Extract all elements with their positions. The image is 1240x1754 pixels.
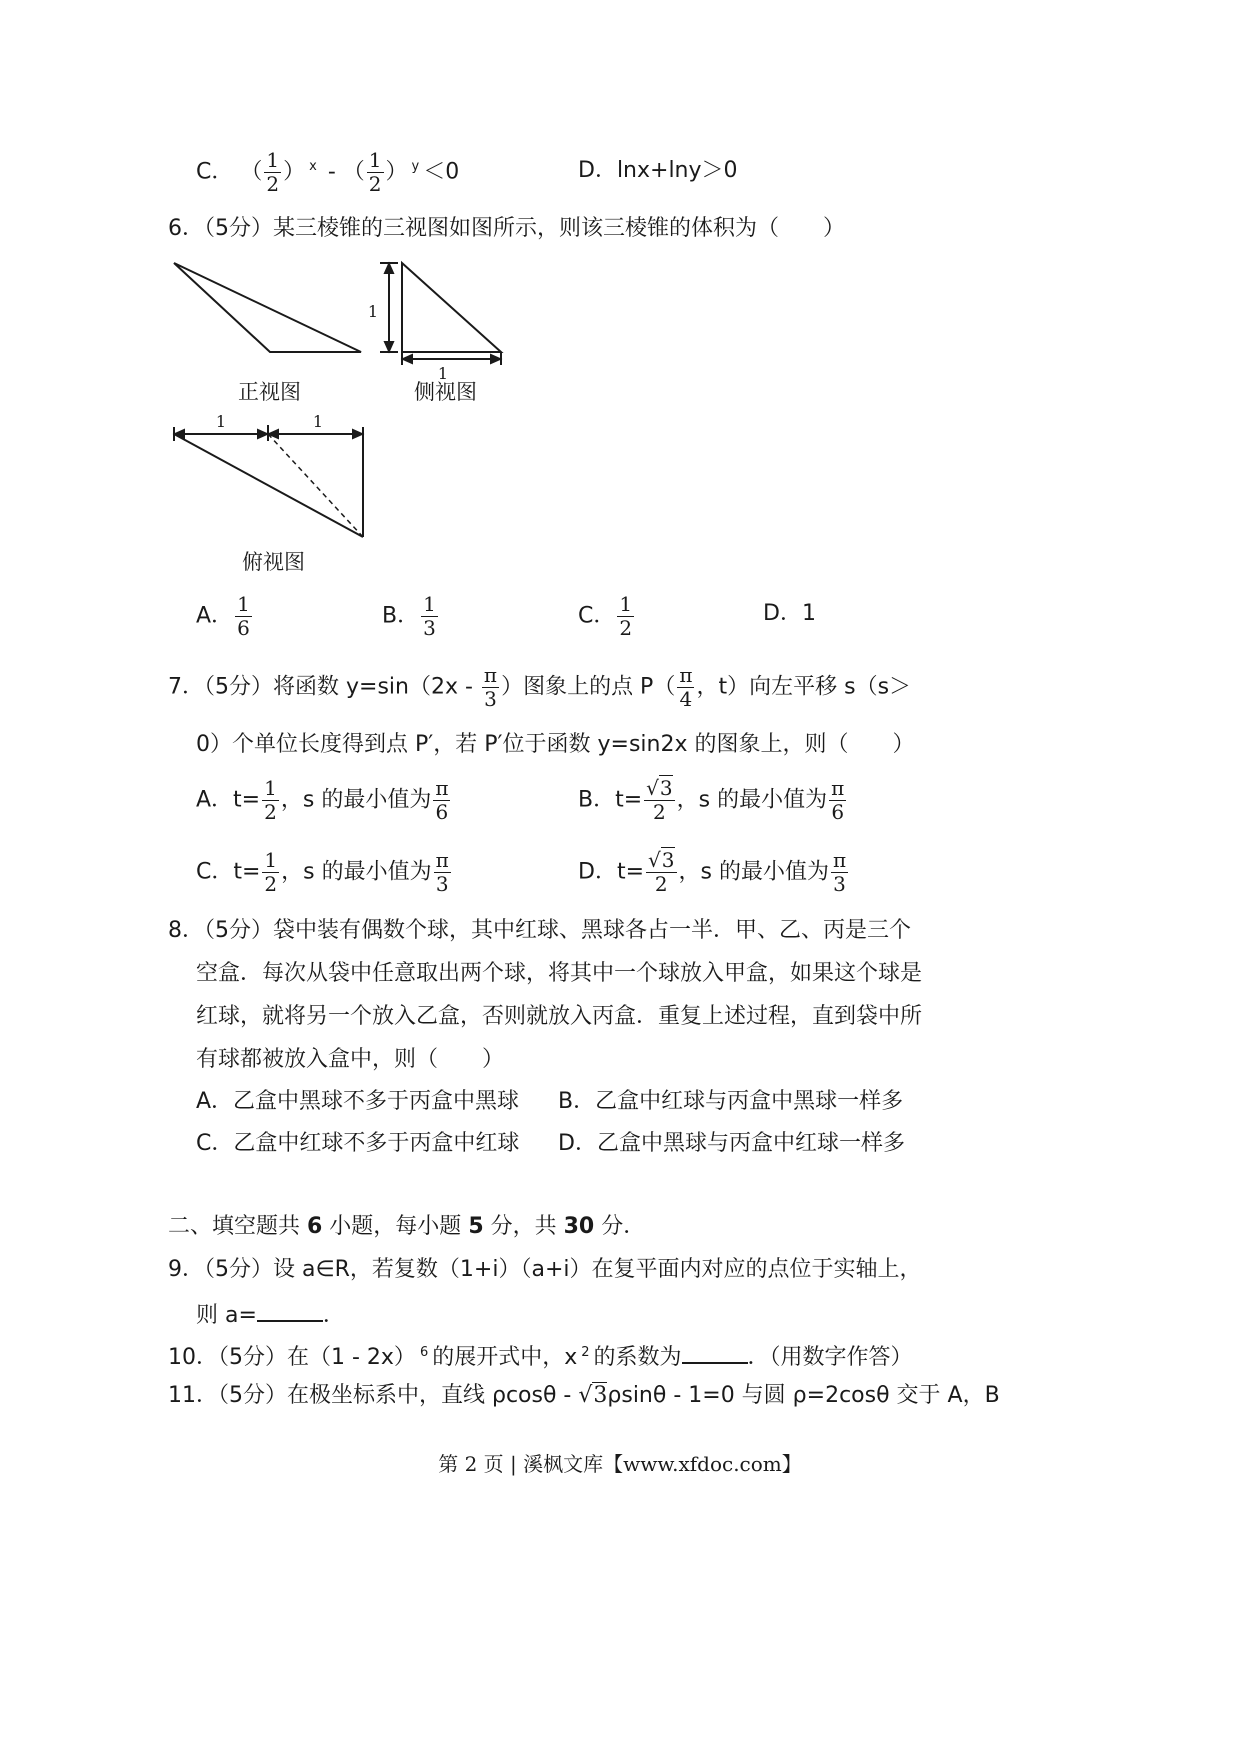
- q6-option-b: B． $\frac{1}{3}$: [382, 592, 436, 640]
- q8-line3: 红球，就将另一个放入乙盒，否则就放入丙盒．重复上述过程，直到袋中所: [196, 1004, 923, 1029]
- side-view-caption: 侧视图: [414, 380, 477, 404]
- top-dim-right: 1: [312, 412, 324, 431]
- answer-blank[interactable]: [682, 1344, 748, 1364]
- q7-line1: 7．（5分）将函数 y=sin（2x - $\frac{\pi}{3}$ ）图象上的点 P（ $\frac{\pi}{4}$ ，t）向左平移 s（s＞: [168, 663, 912, 711]
- answer-blank[interactable]: [257, 1302, 323, 1322]
- q8-option-c: C．乙盒中红球不多于丙盒中红球: [196, 1131, 520, 1156]
- q8-option-a: A．乙盒中黑球不多于丙盒中黑球: [196, 1089, 520, 1114]
- q8-option-b: B．乙盒中红球与丙盒中黑球一样多: [558, 1089, 904, 1114]
- q9-line1: 9．（5分）设 a∈R，若复数（1+i）（a+i）在复平面内对应的点位于实轴上，: [168, 1257, 922, 1282]
- q5-option-d: D．lnx+lny＞0: [578, 158, 738, 183]
- q8-line4: 有球都被放入盒中，则（ ）: [196, 1047, 505, 1072]
- page-footer: 第 2 页 | 溪枫文库【www.xfdoc.com】: [438, 1452, 802, 1476]
- q6-stem: 6．（5分）某三棱锥的三视图如图所示，则该三棱锥的体积为（ ）: [168, 216, 845, 241]
- side-dim-vertical: 1: [367, 302, 378, 321]
- q8-line1: 8．（5分）袋中装有偶数个球，其中红球、黑球各占一半．甲、乙、丙是三个: [168, 918, 911, 943]
- section-2-heading: 二、填空题共 6 小题，每小题 5 分，共 30 分．: [168, 1214, 646, 1239]
- q8-line2: 空盒．每次从袋中任意取出两个球，将其中一个球放入甲盒，如果这个球是: [196, 961, 923, 986]
- q7-option-d: D．t= $\frac{√3}{2}$ ，s 的最小值为 $\frac{\pi}{3}$: [578, 848, 847, 896]
- side-dim-horizontal: 1: [437, 364, 449, 383]
- q6-three-view-figure: [160, 255, 520, 585]
- fraction: $\frac{1}{2}$: [368, 148, 382, 196]
- top-view-triangle: [174, 425, 363, 537]
- q7-option-b: B．t= $\frac{√3}{2}$ ，s 的最小值为 $\frac{\pi}{6}$: [578, 776, 845, 824]
- q10-line: 10．（5分）在（1 - 2x） $^6$ 的展开式中，x $^2$ 的系数为 ．（用数字作答）: [168, 1344, 913, 1370]
- q6-option-d: D．1: [763, 601, 816, 626]
- q5-option-c: C． （ $\frac{1}{2}$ ） $^x$ - （ $\frac{1}{2}$ ） $^y$ ＜0: [196, 148, 460, 196]
- q7-option-c: C．t= $\frac{1}{2}$ ，s 的最小值为 $\frac{\pi}{3}$: [196, 848, 449, 896]
- q7-option-a: A．t= $\frac{1}{2}$ ，s 的最小值为 $\frac{\pi}{6}$: [196, 776, 449, 824]
- side-view-triangle: [380, 263, 501, 365]
- top-dim-left: 1: [215, 412, 227, 431]
- q9-line2: 则 a= ．: [196, 1303, 345, 1328]
- fraction: $\frac{1}{2}$: [266, 148, 280, 196]
- top-view-caption: 俯视图: [242, 550, 305, 574]
- front-view-caption: 正视图: [238, 380, 301, 404]
- front-view-triangle: [174, 263, 361, 352]
- q6-option-c: C． $\frac{1}{2}$: [578, 592, 633, 640]
- q11-line: 11．（5分）在极坐标系中，直线 ρcosθ - √3ρsinθ - 1=0 与圆 ρ=2cosθ 交于 A，B: [168, 1383, 1000, 1408]
- q7-line2: 0）个单位长度得到点 P′，若 P′位于函数 y=sin2x 的图象上，则（ ）: [196, 732, 915, 757]
- q6-option-a: A． $\frac{1}{6}$: [196, 592, 250, 640]
- q8-option-d: D．乙盒中黑球与丙盒中红球一样多: [558, 1131, 905, 1156]
